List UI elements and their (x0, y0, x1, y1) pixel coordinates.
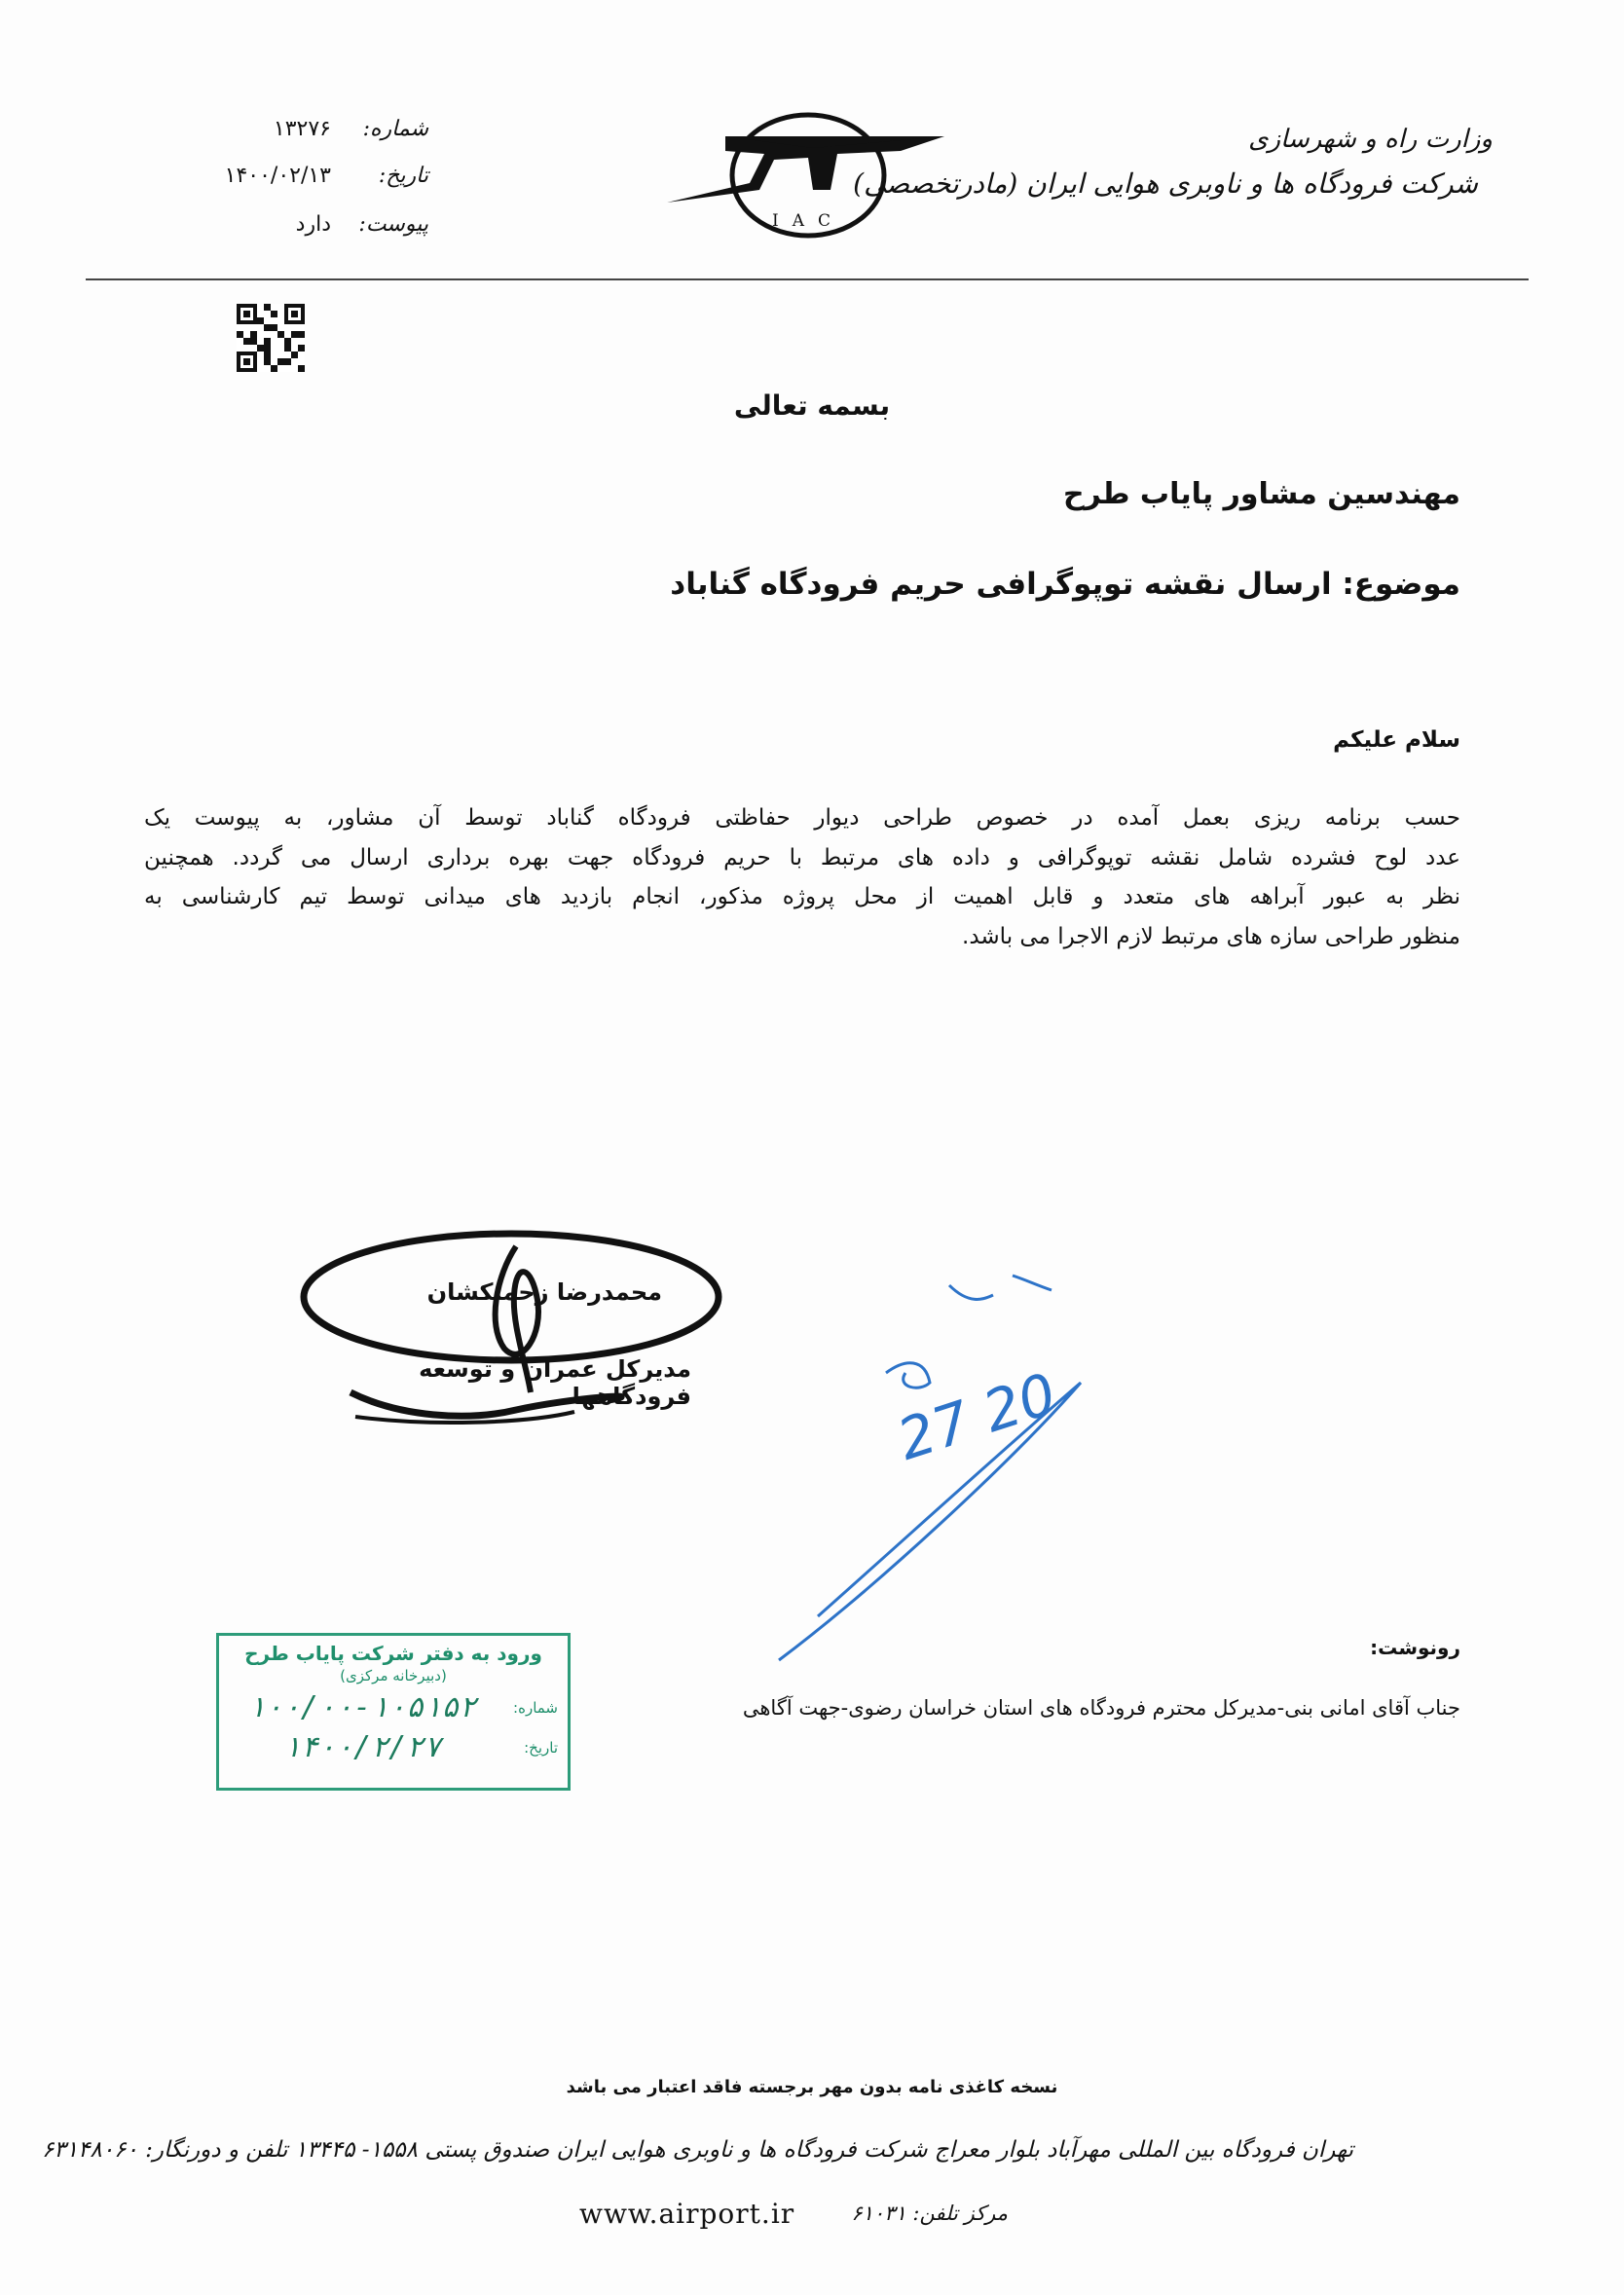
footer-validity-note: نسخه کاغذی نامه بدون مهر برجسته فاقد اعتبار می باشد (566, 2077, 1058, 2097)
ministry-name: وزارت راه و شهرسازی (1248, 125, 1493, 154)
body-line: عدد لوح فشرده شامل نقشه توپوگرافی و داده های مرتبط با حریم فرودگاه جهت بهره برداری ارسال می گردد. همچنین (144, 844, 1460, 870)
footer-address: تهران فرودگاه بین المللی مهرآباد بلوار معراج شرکت فرودگاه ها و ناوبری هوایی ایران صندوق پستی ۱۵۵۸- ۱۳۴۴۵ تلفن و دورنگار: ۶۳۱۴۸۰۶۰ (41, 2137, 1353, 2163)
subject-line: موضوع: ارسال نقشه توپوگرافی حریم فرودگاه گناباد (670, 567, 1460, 602)
stamp-subtitle: (دبیرخانه مرکزی) (340, 1667, 447, 1684)
stamp-date-row (229, 1730, 558, 1764)
meta-date (146, 156, 428, 195)
greeting: سلام علیکم (1333, 727, 1460, 753)
recipient: مهندسین مشاور پایاب طرح (1062, 477, 1460, 511)
iac-logo (667, 97, 949, 243)
stamp-date-value: ۱۴۰۰/۲/۲۷ (282, 1730, 442, 1764)
body-line: منظور طراحی سازه های مرتبط لازم الاجرا می باشد. (962, 923, 1460, 949)
handwritten-annotation (759, 1266, 1149, 1675)
meta-attachment-value: دارد (295, 211, 331, 237)
bismillah-heading: بسمه تعالی (733, 389, 891, 422)
signatory-name: محمدرضا زحمتکشان (426, 1278, 662, 1306)
cc-recipient: جناب آقای امانی بنی-مدیرکل محترم فرودگاه های استان خراسان رضوی-جهت آگاهی (742, 1696, 1460, 1720)
stamp-title: ورود به دفتر شرکت پایاب طرح (244, 1642, 542, 1665)
meta-attachment-label: پیوست: (358, 211, 428, 237)
handwritten-note: 27 20 (889, 1360, 1064, 1473)
body-line: نظر به عبور آبراهه های متعدد و قابل اهمیت از محل پروژه مذکور، انجام بازدید های میدانی توسط تیم کارشناسی به (144, 884, 1460, 909)
cc-label: رونوشت: (1370, 1636, 1460, 1659)
body-line: حسب برنامه ریزی بعمل آمده در خصوص طراحی دیوار حفاظتی فرودگاه گناباد توسط آن مشاور، به پیوست یک (144, 805, 1460, 831)
stamp-number-label: شماره: (513, 1698, 558, 1717)
central-telephone: مرکز تلفن: ۶۱۰۳۱ (851, 2202, 1008, 2225)
meta-number-value: ۱۳۲۷۶ (273, 116, 331, 141)
company-name: شرکت فرودگاه ها و ناوبری هوایی ایران (مادرتخصصی) (853, 167, 1478, 200)
meta-attachment (146, 204, 428, 243)
logo-text: IAC (772, 211, 844, 231)
qr-code-icon (237, 303, 305, 373)
footer-contact (579, 2194, 1008, 2233)
stamp-date-label: تاریخ: (524, 1738, 558, 1757)
stamp-number-value: ۱۰۰/۰۰-۱۰۵۱۵۲ (247, 1690, 477, 1724)
meta-number (146, 109, 428, 148)
header-divider (86, 278, 1529, 280)
meta-date-value: ۱۴۰۰/۰۲/۱۳ (224, 163, 331, 188)
website-link[interactable]: www.airport.ir (579, 2197, 795, 2230)
meta-number-label: شماره: (362, 116, 428, 141)
letter-body (144, 798, 1460, 956)
meta-date-label: تاریخ: (378, 163, 428, 188)
signatory-title: مدیرکل عمران و توسعه فرودگاهها (419, 1355, 691, 1410)
